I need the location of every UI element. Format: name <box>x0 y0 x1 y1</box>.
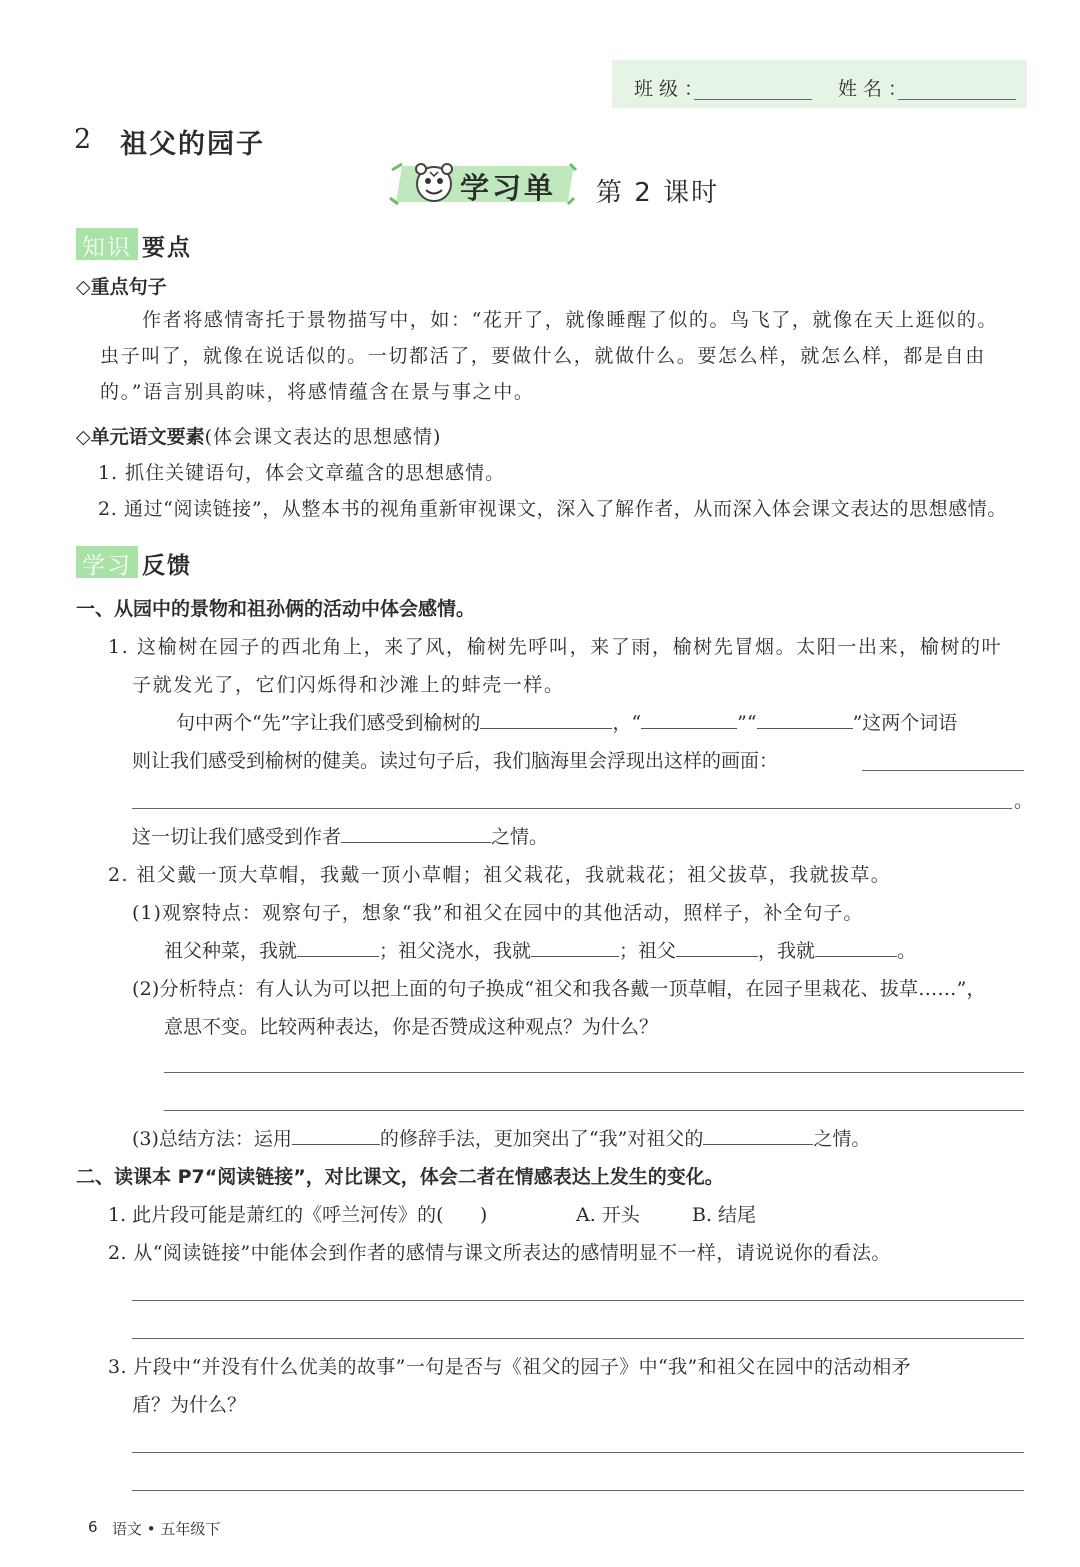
footer-subject: 语文 • 五年级下 <box>112 1520 221 1538</box>
answer-line[interactable] <box>132 808 1012 809</box>
name-label: 姓名： <box>838 78 914 100</box>
answer-line[interactable] <box>164 1110 1024 1111</box>
lesson-number: 2 <box>74 124 92 155</box>
fill-text: 之情。 <box>491 826 549 848</box>
unit-item: 2. 通过“阅读链接”，从整本书的视角重新审视课文，深入了解作者，从而深入体会课文表达的思想感情。 <box>98 498 1007 520</box>
lesson-period: 第 2 课时 <box>596 178 720 208</box>
answer-blank[interactable] <box>297 936 379 957</box>
tiger-mascot-icon <box>416 164 452 201</box>
key-sentence-line: 的。”语言别具韵味，将感情蕴含在景与事之中。 <box>100 381 535 403</box>
answer-blank[interactable] <box>531 936 619 957</box>
part-two-question-3: 盾？为什么？ <box>132 1394 247 1416</box>
question-2-sub1-fill <box>164 936 916 963</box>
fill-text: ；祖父 <box>619 940 677 962</box>
answer-blank[interactable] <box>292 1124 380 1145</box>
fill-text: 。 <box>1014 790 1034 812</box>
fill-text: 祖父种菜，我就 <box>164 940 298 962</box>
unit-heading-main: ◇单元语文要素 <box>76 426 205 448</box>
answer-blank[interactable] <box>641 708 737 729</box>
fill-text: ，我就 <box>758 940 816 962</box>
fill-text: (3)总结方法：运用 <box>132 1128 292 1150</box>
key-sentence-line: 虫子叫了，就像在说话似的。一切都活了，要做什么，就做什么。要怎么样，就怎么样，都是自由 <box>100 345 986 367</box>
question-2-sub2: 意思不变。比较两种表达，你是否赞成这种观点？为什么？ <box>164 1016 659 1038</box>
page-number: 6 <box>88 1518 98 1536</box>
answer-blank[interactable] <box>862 770 1024 771</box>
heading-part-b: 要点 <box>142 235 192 261</box>
fill-text: ；祖父浇水，我就 <box>379 940 532 962</box>
answer-line[interactable] <box>164 1072 1024 1073</box>
unit-heading-note: (体会课文表达的思想感情) <box>204 426 442 448</box>
question-2-line: 2. 祖父戴一顶大草帽，我戴一顶小草帽；祖父栽花，我就栽花；祖父拔草，我就拔草。 <box>108 864 892 886</box>
part-two-question-3: 3. 片段中“并没有什么优美的故事”一句是否与《祖父的园子》中“我”和祖父在园中的活动相矛 <box>108 1356 912 1378</box>
fill-text: 的修辞手法，更加突出了“我”对祖父的 <box>379 1128 704 1150</box>
answer-blank[interactable] <box>815 936 897 957</box>
class-label: 班级： <box>634 78 710 100</box>
question-1-line: 1. 这榆树在园子的西北角上，来了风，榆树先呼叫，来了雨，榆树先冒烟。太阳一出来，榆树的叶 <box>108 636 1003 658</box>
option-a[interactable]: A. 开头 <box>576 1204 640 1226</box>
fill-text: ，“ <box>612 712 642 734</box>
fill-text: ”“ <box>737 712 757 734</box>
fill-text: 之情。 <box>813 1128 871 1150</box>
answer-line[interactable] <box>132 1490 1024 1491</box>
key-sentence-paragraph <box>100 302 1030 338</box>
fill-text: ”这两个词语 <box>852 712 958 734</box>
fill-text: 句中两个“先”字让我们感受到榆树的 <box>176 712 481 734</box>
question-1-line: 子就发光了，它们闪烁得和沙滩上的蚌壳一样。 <box>132 674 565 696</box>
unit-item: 1. 抓住关键语句，体会文章蕴含的思想感情。 <box>98 462 506 484</box>
heading-part-a: 知识 <box>82 235 132 261</box>
study-sheet-title: 学习单 <box>460 171 557 205</box>
part-two-question-1: 1. 此片段可能是萧红的《呼兰河传》的( ) <box>108 1204 488 1226</box>
fill-text: 。 <box>897 940 917 962</box>
question-2-sub3 <box>132 1124 870 1151</box>
answer-line[interactable] <box>132 1338 1024 1339</box>
answer-blank[interactable] <box>676 936 758 957</box>
answer-blank[interactable] <box>703 1124 813 1145</box>
part-two-question-2: 2. 从“阅读链接”中能体会到作者的感情与课文所表达的感情明显不一样，请说说你的看法。 <box>108 1242 891 1264</box>
answer-blank[interactable] <box>480 708 612 729</box>
question-1-fill-row <box>176 708 957 735</box>
unit-elements-heading <box>76 422 441 449</box>
answer-blank[interactable] <box>757 708 853 729</box>
key-sentence-line: 作者将感情寄托于景物描写中，如：“花开了，就像睡醒了似的。鸟飞了，就像在天上逛似的。 <box>142 309 998 331</box>
answer-line[interactable] <box>132 1452 1024 1453</box>
answer-blank[interactable] <box>341 822 491 843</box>
answer-line[interactable] <box>132 1300 1024 1301</box>
heading-part-b: 反馈 <box>142 553 192 579</box>
study-feedback-heading <box>76 546 216 580</box>
option-b[interactable]: B. 结尾 <box>692 1204 757 1226</box>
part-two-title: 二、读课本 P7“阅读链接”，对比课文，体会二者在情感表达上发生的变化。 <box>76 1166 724 1188</box>
part-one-title: 一、从园中的景物和祖孙俩的活动中体会感情。 <box>76 598 476 620</box>
name-field[interactable] <box>898 99 1016 100</box>
question-1-fill-row <box>132 746 778 773</box>
knowledge-points-heading <box>76 228 216 262</box>
heading-part-a: 学习 <box>82 553 132 579</box>
fill-text: 则让我们感受到榆树的健美。读过句子后，我们脑海里会浮现出这样的画面： <box>132 750 779 772</box>
class-field[interactable] <box>694 99 812 100</box>
question-2-sub1: (1)观察特点：观察句子，想象“我”和祖父在园中的其他活动，照样子，补全句子。 <box>132 902 864 924</box>
question-2-sub2: (2)分析特点：有人认为可以把上面的句子换成“祖父和我各戴一顶草帽，在园子里栽花、拔草……”， <box>132 978 986 1000</box>
lesson-title: 祖父的园子 <box>120 129 265 160</box>
key-sentence-heading: ◇重点句子 <box>76 276 167 298</box>
question-1-fill-row <box>132 822 548 849</box>
fill-text: 这一切让我们感受到作者 <box>132 826 342 848</box>
